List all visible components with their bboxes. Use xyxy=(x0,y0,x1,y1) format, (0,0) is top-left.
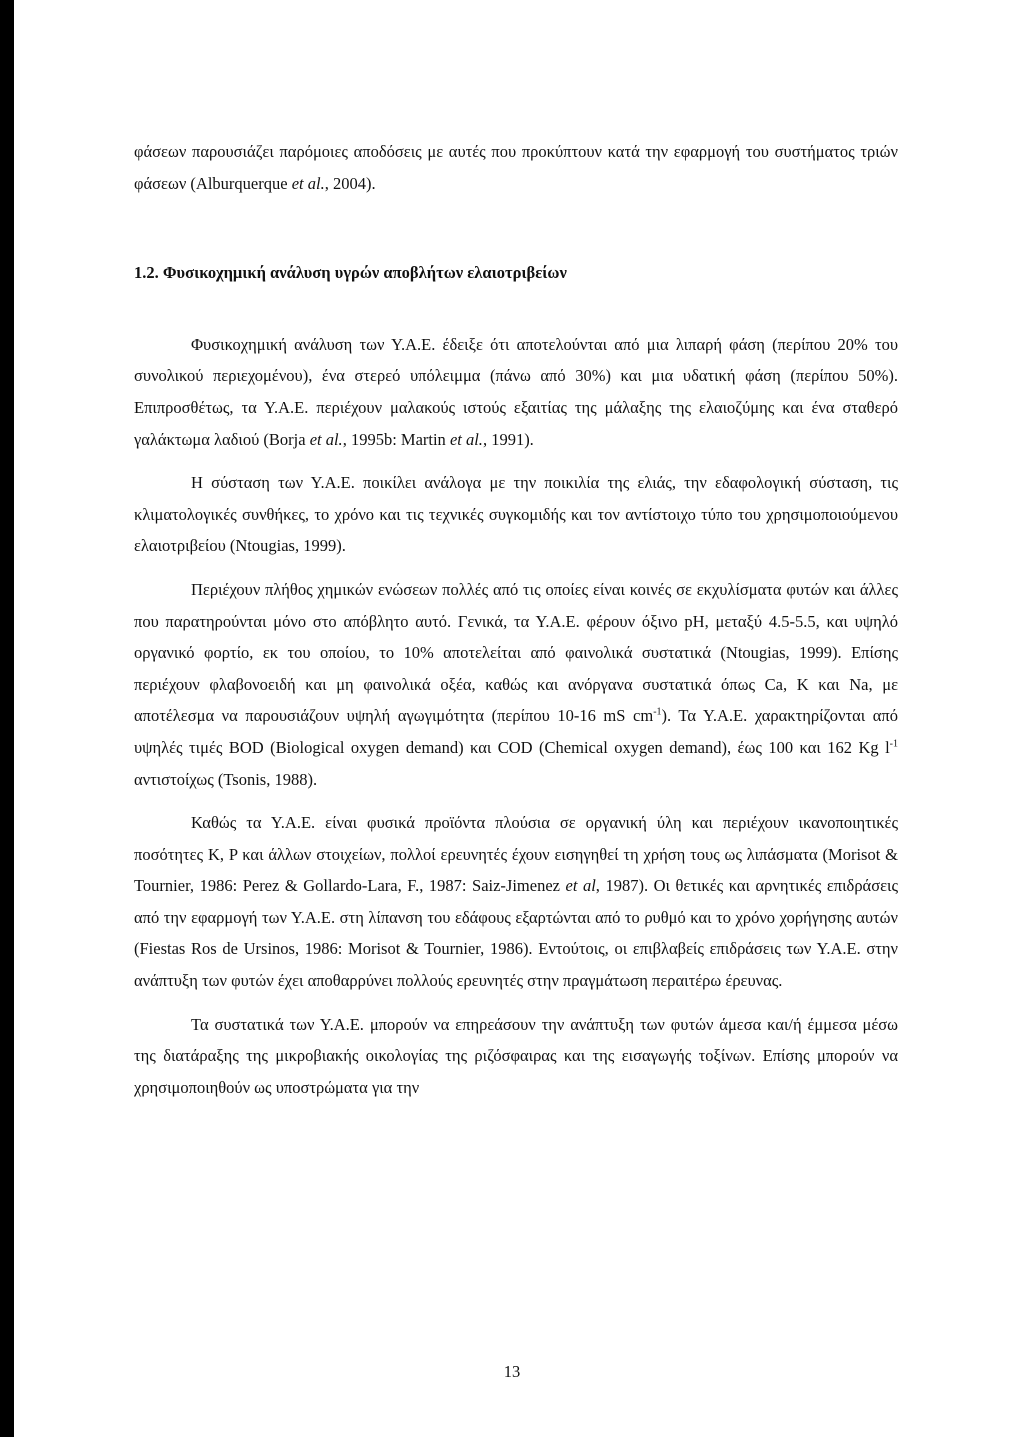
paragraph-continued xyxy=(134,136,898,199)
superscript: -1 xyxy=(653,706,662,718)
text-run: Περιέχουν πλήθος χημικών ενώσεων πολλές από τις οποίες είναι κοινές σε εκχυλίσματα φυτών και άλλες που παρατηρούνται μόνο στο απόβλητο αυτό. Γενικά, τα Υ.Α.Ε. φέρουν όξινο pH, μεταξύ 4.5-5.5, και υψηλό οργανικό φορτίο, εκ του οποίου, το 10% αποτελείται από φαινολικά συστατικά (Ntougias, 1999). Επίσης περιέχουν φλαβονοειδή και μη φαινολικά οξέα, καθώς και ανόργανα συστατικά όπως Ca, K και Na, με αποτέλεσμα να παρουσιάζουν υψηλή αγωγιμότητα (περίπου 10-16 mS cm xyxy=(134,579,898,726)
text-run: αντιστοίχως (Tsonis, 1988). xyxy=(134,769,318,789)
text-run: Καθώς τα Υ.Α.Ε. είναι φυσικά προϊόντα πλούσια σε οργανική ύλη και περιέχουν ικανοποιητικές ποσότητες K, P και άλλων στοιχείων, πολλοί ερευνητές έχουν εισηγηθεί τη χρήση τους ως λιπάσματα (Morisot & Tournier, 1986: Perez & Gollardo-Lara, F., 1987: Saiz-Jimenez xyxy=(134,813,898,896)
text-run: Φυσικοχημική ανάλυση των Υ.Α.Ε. έδειξε ότι αποτελούνται από μια λιπαρή φάση (περίπου 20% του συνολικού περιεχομένου), ένα στερεό υπόλειμμα (πάνω από 30%) και μια υδατική φάση (περίπου 50%). Επιπροσθέτως, τα Υ.Α.Ε. περιέχουν μαλακούς ιστούς εξαιτίας της μάλαξης της ελαιοζύμης και ένα σταθερό γαλάκτωμα λαδιού (Borja xyxy=(134,334,898,449)
paragraph-fertilizers xyxy=(134,807,898,997)
paragraph-variation: Η σύσταση των Υ.Α.Ε. ποικίλει ανάλογα με την ποικιλία της ελιάς, την εδαφολογική σύσταση, τις κλιματολογικές συνθήκες, το χρόνο και τις τεχνικές συγκομιδής και τον αντίστοιχο τύπο του χρησιμοποιούμενου ελαιοτριβείου (Ntougias, 1999). xyxy=(134,473,898,556)
text-run: φάσεων παρουσιάζει παρόμοιες αποδόσεις με αυτές που προκύπτουν κατά την εφαρμογή του συστήματος τριών φάσεων (Alburquerque xyxy=(134,142,898,193)
citation-italic: et al. xyxy=(291,173,325,193)
paragraph-chemical-compounds xyxy=(134,574,898,795)
text-run: , 2004). xyxy=(324,173,376,193)
text-run: , 1995b: Martin xyxy=(342,429,450,449)
text-run: , 1991). xyxy=(482,429,534,449)
paragraph-composition xyxy=(134,329,898,455)
citation-italic: et al xyxy=(565,876,596,896)
paragraph-plant-growth: Τα συστατικά των Υ.Α.Ε. μπορούν να επηρεάσουν την ανάπτυξη των φυτών άμεσα και/ή έμμεσα μέσω της διατάραξης της μικροβιακής οικολογίας της ριζόσφαιρας και της εισαγωγής τοξίνων. Επίσης μπορούν να χρησιμοποιηθούν ως υποστρώματα για την xyxy=(134,1014,898,1097)
page-body xyxy=(134,136,898,1103)
section-heading: 1.2. Φυσικοχημική ανάλυση υγρών αποβλήτων ελαιοτριβείων xyxy=(134,263,567,283)
citation-italic: et al. xyxy=(309,429,343,449)
superscript: -1 xyxy=(889,738,898,750)
text-run: ). Τα Υ.Α.Ε. χαρακτηρίζονται από υψηλές τιμές BOD (Biological oxygen demand) και COD (Chemical oxygen demand), έως 100 και 162 Kg l xyxy=(134,706,898,757)
text-run: , 1987). Οι θετικές και αρνητικές επιδράσεις από την εφαρμογή των Υ.Α.Ε. στη λίπανση του εδάφους εξαρτώνται από το ρυθμό και το χρόνο χορήγησης αυτών (Fiestas Ros de Ursinos, 1986: Morisot & Tournier, 1986). Εντούτοις, οι επιβλαβείς επιδράσεις των Υ.Α.Ε. στην ανάπτυξη των φυτών έχει αποθαρρύνει πολλούς ερευνητές στην πραγμάτωση περαιτέρω έρευνας. xyxy=(134,876,898,991)
page-number: 13 xyxy=(503,1362,521,1381)
citation-italic: et al. xyxy=(449,429,483,449)
